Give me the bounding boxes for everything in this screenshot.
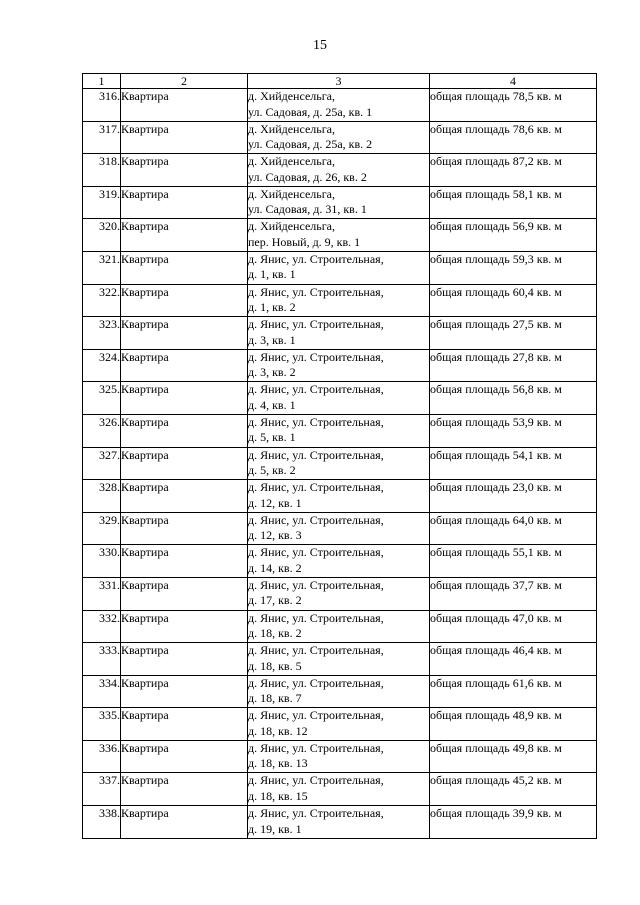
object-address-cell: д. Янис, ул. Строительная, д. 19, кв. 1 — [248, 806, 430, 839]
table-row — [83, 447, 597, 480]
object-address-cell: д. Хийденсельга, ул. Садовая, д. 25а, кв. 1 — [248, 89, 430, 122]
object-type-cell: Квартира — [121, 382, 248, 415]
row-number-cell: 328. — [83, 480, 121, 513]
row-number-cell: 332. — [83, 610, 121, 643]
object-type-cell: Квартира — [121, 806, 248, 839]
object-type-cell: Квартира — [121, 154, 248, 187]
object-area-cell: общая площадь 47,0 кв. м — [430, 610, 597, 643]
object-area-cell: общая площадь 56,9 кв. м — [430, 219, 597, 252]
table-row — [83, 480, 597, 513]
table-body — [83, 89, 597, 839]
row-number-cell: 329. — [83, 512, 121, 545]
object-address-cell: д. Янис, ул. Строительная, д. 17, кв. 2 — [248, 577, 430, 610]
object-type-cell: Квартира — [121, 284, 248, 317]
object-type-cell: Квартира — [121, 317, 248, 350]
object-address-cell: д. Хийденсельга, ул. Садовая, д. 25а, кв. 2 — [248, 121, 430, 154]
object-address-cell: д. Янис, ул. Строительная, д. 18, кв. 15 — [248, 773, 430, 806]
object-address-cell: д. Янис, ул. Строительная, д. 14, кв. 2 — [248, 545, 430, 578]
object-address-cell: д. Янис, ул. Строительная, д. 12, кв. 3 — [248, 512, 430, 545]
table-row — [83, 577, 597, 610]
object-type-cell: Квартира — [121, 121, 248, 154]
object-type-cell: Квартира — [121, 610, 248, 643]
table-row — [83, 121, 597, 154]
table-row — [83, 89, 597, 122]
object-address-cell: д. Янис, ул. Строительная, д. 3, кв. 2 — [248, 349, 430, 382]
object-type-cell: Квартира — [121, 708, 248, 741]
row-number-cell: 327. — [83, 447, 121, 480]
object-area-cell: общая площадь 37,7 кв. м — [430, 577, 597, 610]
object-address-cell: д. Янис, ул. Строительная, д. 5, кв. 1 — [248, 414, 430, 447]
object-type-cell: Квартира — [121, 414, 248, 447]
row-number-cell: 333. — [83, 643, 121, 676]
object-type-cell: Квартира — [121, 577, 248, 610]
object-address-cell: д. Янис, ул. Строительная, д. 5, кв. 2 — [248, 447, 430, 480]
object-area-cell: общая площадь 64,0 кв. м — [430, 512, 597, 545]
table-row — [83, 154, 597, 187]
row-number-cell: 317. — [83, 121, 121, 154]
row-number-cell: 322. — [83, 284, 121, 317]
table-row — [83, 708, 597, 741]
row-number-cell: 338. — [83, 806, 121, 839]
table-row — [83, 675, 597, 708]
object-area-cell: общая площадь 78,5 кв. м — [430, 89, 597, 122]
table-row — [83, 610, 597, 643]
table-row — [83, 186, 597, 219]
object-area-cell: общая площадь 60,4 кв. м — [430, 284, 597, 317]
object-type-cell: Квартира — [121, 447, 248, 480]
object-area-cell: общая площадь 46,4 кв. м — [430, 643, 597, 676]
row-number-cell: 319. — [83, 186, 121, 219]
table-row — [83, 414, 597, 447]
object-address-cell: д. Янис, ул. Строительная, д. 18, кв. 7 — [248, 675, 430, 708]
table-row — [83, 317, 597, 350]
object-type-cell: Квартира — [121, 89, 248, 122]
object-type-cell: Квартира — [121, 740, 248, 773]
object-address-cell: д. Янис, ул. Строительная, д. 3, кв. 1 — [248, 317, 430, 350]
row-number-cell: 337. — [83, 773, 121, 806]
table-row — [83, 773, 597, 806]
row-number-cell: 316. — [83, 89, 121, 122]
object-area-cell: общая площадь 61,6 кв. м — [430, 675, 597, 708]
page-number: 15 — [313, 38, 327, 53]
object-type-cell: Квартира — [121, 545, 248, 578]
table-row — [83, 643, 597, 676]
object-type-cell: Квартира — [121, 349, 248, 382]
object-address-cell: д. Янис, ул. Строительная, д. 18, кв. 2 — [248, 610, 430, 643]
object-address-cell: д. Янис, ул. Строительная, д. 1, кв. 2 — [248, 284, 430, 317]
header-col-4: 4 — [430, 74, 597, 89]
table-row — [83, 545, 597, 578]
object-address-cell: д. Янис, ул. Строительная, д. 18, кв. 5 — [248, 643, 430, 676]
object-area-cell: общая площадь 54,1 кв. м — [430, 447, 597, 480]
row-number-cell: 330. — [83, 545, 121, 578]
object-address-cell: д. Хийденсельга, ул. Садовая, д. 26, кв. 2 — [248, 154, 430, 187]
row-number-cell: 324. — [83, 349, 121, 382]
object-type-cell: Квартира — [121, 251, 248, 284]
object-area-cell: общая площадь 39,9 кв. м — [430, 806, 597, 839]
object-address-cell: д. Янис, ул. Строительная, д. 12, кв. 1 — [248, 480, 430, 513]
object-type-cell: Квартира — [121, 773, 248, 806]
row-number-cell: 335. — [83, 708, 121, 741]
object-type-cell: Квартира — [121, 186, 248, 219]
table-row — [83, 349, 597, 382]
row-number-cell: 320. — [83, 219, 121, 252]
row-number-cell: 325. — [83, 382, 121, 415]
object-type-cell: Квартира — [121, 512, 248, 545]
object-area-cell: общая площадь 45,2 кв. м — [430, 773, 597, 806]
object-area-cell: общая площадь 27,5 кв. м — [430, 317, 597, 350]
object-address-cell: д. Хийденсельга, ул. Садовая, д. 31, кв. 1 — [248, 186, 430, 219]
object-area-cell: общая площадь 53,9 кв. м — [430, 414, 597, 447]
table-row — [83, 806, 597, 839]
table-row — [83, 284, 597, 317]
table-row — [83, 382, 597, 415]
row-number-cell: 323. — [83, 317, 121, 350]
header-col-3: 3 — [248, 74, 430, 89]
row-number-cell: 336. — [83, 740, 121, 773]
object-area-cell: общая площадь 27,8 кв. м — [430, 349, 597, 382]
object-address-cell: д. Янис, ул. Строительная, д. 18, кв. 13 — [248, 740, 430, 773]
object-area-cell: общая площадь 23,0 кв. м — [430, 480, 597, 513]
object-type-cell: Квартира — [121, 480, 248, 513]
row-number-cell: 318. — [83, 154, 121, 187]
object-area-cell: общая площадь 56,8 кв. м — [430, 382, 597, 415]
row-number-cell: 321. — [83, 251, 121, 284]
object-type-cell: Квартира — [121, 219, 248, 252]
property-table — [82, 73, 597, 839]
object-area-cell: общая площадь 87,2 кв. м — [430, 154, 597, 187]
object-address-cell: д. Янис, ул. Строительная, д. 18, кв. 12 — [248, 708, 430, 741]
row-number-cell: 326. — [83, 414, 121, 447]
object-area-cell: общая площадь 78,6 кв. м — [430, 121, 597, 154]
object-area-cell: общая площадь 59,3 кв. м — [430, 251, 597, 284]
object-type-cell: Квартира — [121, 675, 248, 708]
object-address-cell: д. Хийденсельга, пер. Новый, д. 9, кв. 1 — [248, 219, 430, 252]
row-number-cell: 334. — [83, 675, 121, 708]
header-col-2: 2 — [121, 74, 248, 89]
object-address-cell: д. Янис, ул. Строительная, д. 4, кв. 1 — [248, 382, 430, 415]
object-area-cell: общая площадь 48,9 кв. м — [430, 708, 597, 741]
table-row — [83, 251, 597, 284]
table-row — [83, 219, 597, 252]
object-type-cell: Квартира — [121, 643, 248, 676]
object-area-cell: общая площадь 49,8 кв. м — [430, 740, 597, 773]
object-area-cell: общая площадь 55,1 кв. м — [430, 545, 597, 578]
object-area-cell: общая площадь 58,1 кв. м — [430, 186, 597, 219]
row-number-cell: 331. — [83, 577, 121, 610]
header-col-1: 1 — [83, 74, 121, 89]
table-row — [83, 512, 597, 545]
table-row — [83, 740, 597, 773]
header-row — [83, 74, 597, 89]
object-address-cell: д. Янис, ул. Строительная, д. 1, кв. 1 — [248, 251, 430, 284]
